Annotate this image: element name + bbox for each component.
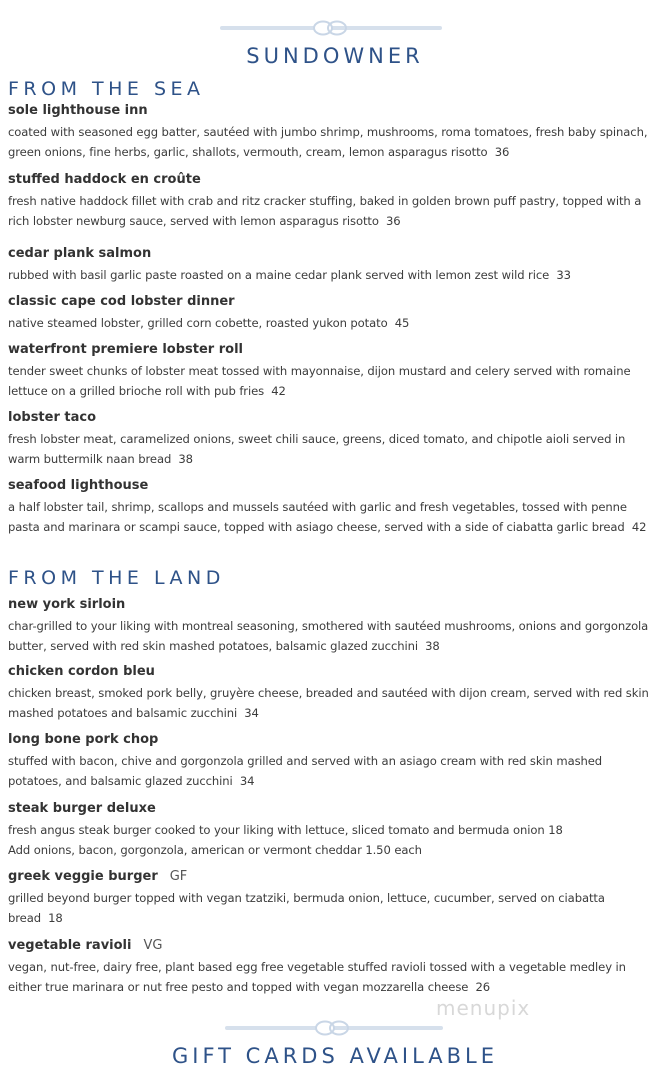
item-desc: chicken breast, smoked pork belly, gruyère cheese, breaded and sautéed with dijon cream, served with red skin mashed potatoes and balsamic zucchini	[8, 686, 649, 720]
item-desc: fresh lobster meat, caramelized onions, sweet chili sauce, greens, diced tomato, and chipotle aioli served in warm buttermilk naan bread	[8, 432, 626, 466]
item-price: 36	[386, 214, 401, 228]
item-price: 38	[178, 452, 193, 466]
item-desc: a half lobster tail, shrimp, scallops and mussels sautéed with garlic and fresh vegetables, tossed with penne pasta and marinara or scampi sauce, topped with asiago cheese, served with a side of ciabatta garlic bread	[8, 500, 627, 534]
menu-item	[8, 477, 658, 537]
item-price: 42	[271, 384, 286, 398]
restaurant-title: SUNDOWNER	[246, 44, 424, 68]
item-desc: rubbed with basil garlic paste roasted on a maine cedar plank served with lemon zest wild rice	[8, 268, 550, 282]
item-name: classic cape cod lobster dinner	[8, 294, 235, 309]
item-name: new york sirloin	[8, 597, 126, 612]
item-price: 42	[631, 520, 647, 534]
menu-item	[8, 937, 658, 997]
item-name: chicken cordon bleu	[8, 664, 155, 679]
item-price: 34	[239, 774, 255, 788]
item-name: lobster taco	[8, 410, 97, 425]
gluten-free-tag: GF	[169, 869, 188, 884]
item-name: stuffed haddock en croûte	[8, 172, 201, 187]
item-desc: fresh angus steak burger cooked to your liking with lettuce, sliced tomato and bermuda onion 18	[8, 823, 563, 837]
item-price: 36	[494, 145, 510, 159]
menu-item	[8, 245, 658, 285]
top-rope-divider	[0, 18, 670, 38]
menu-item	[8, 868, 658, 928]
vegan-tag: VG	[143, 938, 163, 953]
item-name: cedar plank salmon	[8, 246, 152, 261]
item-name: long bone pork chop	[8, 732, 159, 747]
section-title-sea: FROM THE SEA	[8, 78, 205, 100]
item-price: 18	[48, 911, 63, 925]
item-price: 26	[475, 980, 491, 994]
item-desc: grilled beyond burger topped with vegan tzatziki, bermuda onion, lettuce, cucumber, served on ciabatta bread	[8, 891, 605, 925]
watermark: menupix	[436, 996, 531, 1020]
bottom-rope-divider	[0, 1018, 670, 1038]
section-title-land: FROM THE LAND	[8, 567, 225, 589]
menu-item	[8, 409, 658, 469]
item-price: 33	[556, 268, 571, 282]
item-price: 38	[425, 639, 440, 653]
item-price: 34	[244, 706, 259, 720]
item-name: greek veggie burger	[8, 869, 158, 884]
menu-item	[8, 663, 658, 723]
menu-item	[8, 596, 658, 656]
item-name: sole lighthouse inn	[8, 103, 148, 118]
menu-item	[8, 341, 658, 401]
gift-cards-banner: GIFT CARDS AVAILABLE	[171, 1044, 498, 1068]
item-name: vegetable ravioli	[8, 938, 132, 953]
item-name: seafood lighthouse	[8, 478, 149, 493]
item-desc: native steamed lobster, grilled corn cobette, roasted yukon potato	[8, 316, 388, 330]
menu-item	[8, 800, 658, 860]
item-name: waterfront premiere lobster roll	[8, 342, 243, 357]
item-desc: tender sweet chunks of lobster meat tossed with mayonnaise, dijon mustard and celery served with romaine lettuce on a grilled brioche roll with pub fries	[8, 364, 631, 398]
menu-item	[8, 102, 658, 162]
item-name: steak burger deluxe	[8, 801, 156, 816]
menu-item	[8, 171, 658, 231]
item-desc: fresh native haddock fillet with crab and ritz cracker stuffing, baked in golden brown puff pastry, topped with a rich lobster newburg sauce, served with lemon asparagus risotto	[8, 194, 642, 228]
rope-knot-icon	[314, 1019, 350, 1037]
item-addons: Add onions, bacon, gorgonzola, american or vermont cheddar 1.50 each	[8, 843, 422, 857]
menu-item	[8, 731, 658, 791]
item-desc: stuffed with bacon, chive and gorgonzola grilled and served with an asiago cream with red skin mashed potatoes, and balsamic glazed zucchini	[8, 754, 603, 788]
item-price: 45	[394, 316, 410, 330]
rope-knot-icon	[312, 19, 348, 37]
menu-item	[8, 293, 658, 333]
item-desc: vegan, nut-free, dairy free, plant based egg free vegetable stuffed ravioli tossed with a vegetable medley in either true marinara or nut free pesto and topped with vegan mozzarella cheese	[8, 960, 626, 994]
item-desc: char-grilled to your liking with montreal seasoning, smothered with sautéed mushrooms, onions and gorgonzola butter, served with red skin mashed potatoes, balsamic glazed zucchini	[8, 619, 649, 653]
item-desc: coated with seasoned egg batter, sautéed with jumbo shrimp, mushrooms, roma tomatoes, fresh baby spinach, green onions, fine herbs, garlic, shallots, vermouth, cream, lemon asparagus risotto	[8, 125, 648, 159]
